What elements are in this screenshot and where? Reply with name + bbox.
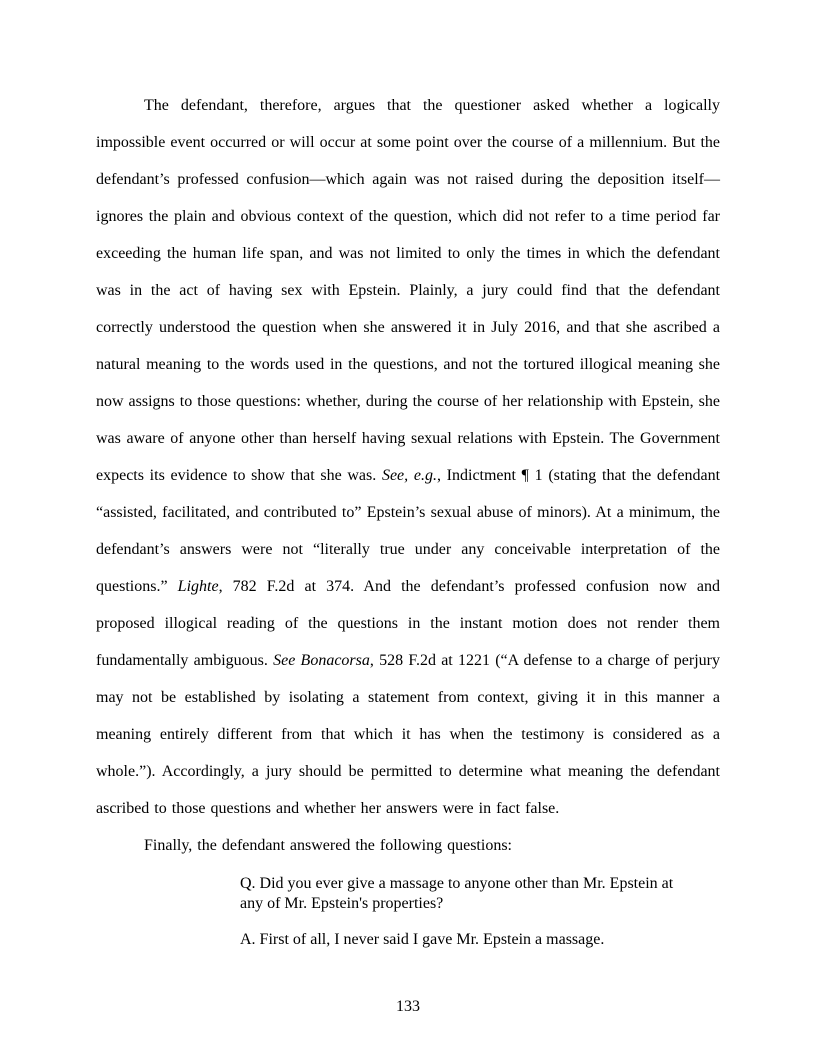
text-segment: The defendant, therefore, argues that the questioner asked whether a logically impossible event occurred or will occur at some point over the course of a millennium. But the defendant’s professed confusion—which again was not raised during the deposition itself—ignores the plain and obvious context of the question, which did not refer to a time period far exceeding the human life span, and was not limited to only the times in which the defendant was in the act of having sex with Epstein. Plainly, a jury could find that the defendant correctly understood the question when she answered it in July 2016, and that she ascribed a natural meaning to the words used in the questions, and not the tortured illogical meaning she now assigns to those questions: whether, during the course of her relationship with Epstein, she was aware of anyone other than herself having sexual relations with Epstein. The Government expects its evidence to show that she was.: [96, 97, 720, 484]
quote-question-line-2: any of Mr. Epstein's properties?: [240, 894, 444, 912]
deposition-quote-block: [240, 874, 720, 950]
text-segment: , 782 F.2d at 374. And the defendant’s professed confusion now and proposed illogical reading of the questions in the instant motion does not render them fundamentally ambiguous.: [96, 578, 721, 669]
paragraph-finally: Finally, the defendant answered the following questions:: [144, 837, 512, 854]
text-segment: , 528 F.2d at 1221 (“A defense to a charge of perjury may not be established by isolating a statement from context, giving it in this manner a meaning entirely different from that which it has when the testimony is considered as a whole.”). Accordingly, a jury should be permitted to determine what meaning the defendant ascribed to those questions and whether her answers were in fact false.: [96, 652, 720, 817]
quote-answer-line: A. First of all, I never said I gave Mr. Epstein a massage.: [240, 931, 605, 948]
case-name-bonacorsa: See Bonacorsa: [273, 652, 370, 669]
page-content: [96, 87, 720, 950]
quote-question-line-1: Q. Did you ever give a massage to anyone other than Mr. Epstein at: [240, 875, 674, 892]
text-segment: , Indictment ¶ 1 (stating that the defendant “assisted, facilitated, and contributed to” Epstein’s sexual abuse of minors). At a minimum, the defendant’s answers were not “literally true under any conceivable interpretation of the questions.”: [96, 467, 721, 595]
citation-signal: See, e.g.: [381, 467, 437, 484]
case-name-lighte: Lighte: [177, 578, 219, 595]
page-number: 133: [396, 998, 420, 1015]
paragraph-main: [96, 87, 720, 827]
